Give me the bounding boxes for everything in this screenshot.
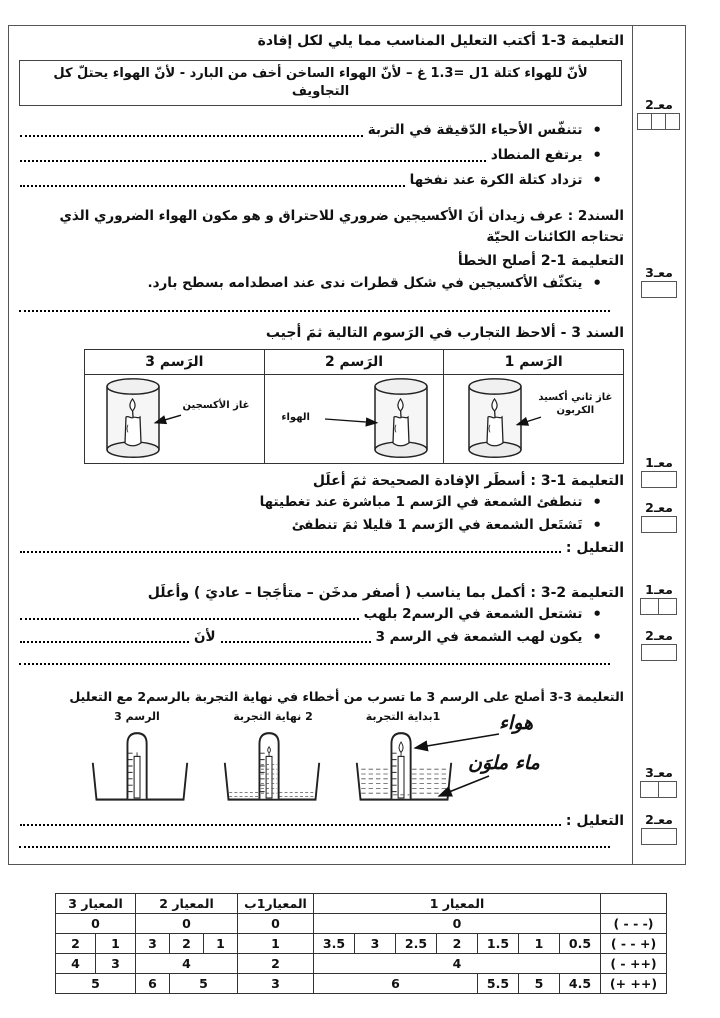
gas-label: الهواء xyxy=(281,412,310,423)
score-cell xyxy=(665,113,680,130)
justification-list xyxy=(15,118,624,193)
score-col-header: المعيار 2 xyxy=(136,894,238,914)
score-row-label xyxy=(601,894,667,914)
score-margin-column xyxy=(632,26,685,864)
figure-caption: 2 نهاية التجربة xyxy=(233,710,313,723)
score-value: 1 xyxy=(519,934,560,954)
score-cells-box xyxy=(636,598,682,615)
list-item xyxy=(15,143,624,168)
score-value: 3 xyxy=(238,974,314,994)
experiment-figures xyxy=(15,710,624,810)
margin-mark-label: معـ2 xyxy=(645,628,673,643)
sanad2-text: السند2 : عرف زيدان أنَ الأكسيجين ضروري للاحتراق و هو مكون الهواء الضروري الذي تحتاجه الكائنات الحيّة xyxy=(59,208,624,245)
justification-label: التعليل : xyxy=(565,813,624,829)
candle-jar-figure xyxy=(85,375,263,463)
answer-dotted-line xyxy=(19,300,610,312)
gas-label: غاز ثاني أكسيد الكربون xyxy=(538,392,613,416)
margin-mark xyxy=(636,266,682,298)
fill-in-item xyxy=(15,603,624,626)
score-value: 1 xyxy=(96,934,136,954)
score-value: 1 xyxy=(238,934,314,954)
score-cells-box xyxy=(636,781,682,798)
score-value: 2 xyxy=(170,934,204,954)
score-value: 0 xyxy=(238,914,314,934)
margin-mark xyxy=(636,629,682,661)
colored-water-handwritten-label: ماء ملوَن xyxy=(468,752,540,774)
score-value: 4 xyxy=(56,954,96,974)
margin-mark xyxy=(636,766,682,798)
score-row-label: ( - - +) xyxy=(601,934,667,954)
fill-in-text: • تشتعل الشمعة في الرسم2 بلهب xyxy=(363,606,583,622)
score-cell xyxy=(651,113,666,130)
score-value: 5 xyxy=(170,974,238,994)
error-statement-text: • يتكثّف الأكسيجين في شكل قطرات ندى عند اصطدامه بسطح بارد. xyxy=(147,275,583,291)
fill-in-text: • يكون لهب الشمعة في الرسم 3 xyxy=(375,629,583,645)
margin-mark-label: معـ1 xyxy=(645,455,673,470)
score-value: 6 xyxy=(314,974,478,994)
justification-line xyxy=(15,810,624,832)
score-cells-box xyxy=(636,471,682,488)
experiment-end-figure xyxy=(213,726,331,806)
score-value: 3 xyxy=(136,934,170,954)
corrected-drawing-figure xyxy=(81,726,199,806)
list-item-text: • تزداد كتلة الكرة عند نفخها xyxy=(409,172,583,188)
candle-experiments-table xyxy=(84,349,624,464)
answer-dotted-line xyxy=(20,824,561,826)
score-row-label: ( - - -) xyxy=(601,914,667,934)
score-cell xyxy=(658,598,677,615)
score-value: 0 xyxy=(136,914,238,934)
worksheet-frame xyxy=(8,25,686,865)
answer-dotted-line xyxy=(20,135,363,137)
figure-1-cell xyxy=(444,375,623,463)
score-value: 4.5 xyxy=(560,974,601,994)
score-value: 0 xyxy=(314,914,601,934)
figure-header: الرَسم 1 xyxy=(444,350,624,375)
because-label: لأنَ xyxy=(193,629,216,645)
margin-mark xyxy=(636,456,682,488)
score-cell xyxy=(641,828,677,845)
fill-in-item xyxy=(15,626,624,649)
score-value: 0.5 xyxy=(560,934,601,954)
experiment-start-figure xyxy=(345,726,463,806)
score-cell xyxy=(641,471,677,488)
margin-mark-label: معـ1 xyxy=(645,582,673,597)
score-value: 1 xyxy=(204,934,238,954)
score-value: 5 xyxy=(56,974,136,994)
score-value: 5.5 xyxy=(478,974,519,994)
score-cell xyxy=(641,644,677,661)
list-item-text: • يرتفع المنطاد xyxy=(490,147,583,163)
margin-mark xyxy=(636,583,682,615)
statement-text: • تنطفئ الشمعة في الرَسم 1 مباشرة عند تغطيتها xyxy=(259,494,583,510)
score-value: 1.5 xyxy=(478,934,519,954)
score-col-header: المعيار1ب xyxy=(238,894,314,914)
score-cells-box xyxy=(636,516,682,533)
margin-mark-label: معـ2 xyxy=(645,812,673,827)
figure-header: الرَسم 3 xyxy=(85,350,265,375)
margin-mark-label: معـ2 xyxy=(645,500,673,515)
score-value: 0 xyxy=(56,914,136,934)
list-item-text: • تتنفّس الأحياء الدّقيقة في التربة xyxy=(367,122,583,138)
answer-dotted-line xyxy=(20,185,405,187)
score-value: 2 xyxy=(238,954,314,974)
instruction-1-3-title: التعليمة 3-1 أكتب التعليل المناسب مما يلي لكل إفادة xyxy=(257,33,624,49)
margin-mark xyxy=(636,98,682,130)
score-cells-box xyxy=(636,828,682,845)
score-cell xyxy=(637,113,652,130)
figure-caption: 1بداية التجربة xyxy=(365,710,441,723)
candle-jar-figure xyxy=(444,375,622,463)
instruction-3-2-title: التعليمة 2-3 : أكمل بما يناسب ( أصفر مدخَن – متأجَجا – عاديَ ) وأعلَل xyxy=(147,585,624,601)
air-handwritten-label: هواء xyxy=(499,712,534,734)
margin-mark xyxy=(636,813,682,845)
figure-3-cell xyxy=(85,375,264,463)
answer-dotted-line xyxy=(20,160,486,162)
margin-mark-label: معـ2 xyxy=(645,97,673,112)
answer-dotted-line xyxy=(20,641,189,643)
statement-option xyxy=(15,491,624,514)
error-statement xyxy=(15,271,624,296)
instruction-3-3-title: التعليمة 3-3 أصلح على الرسم 3 ما تسرب من أخطاء في نهاية التجربة بالرسم2 مع التعليل xyxy=(69,689,624,704)
answer-dotted-line xyxy=(221,641,371,643)
figure-header: الرَسم 2 xyxy=(264,350,444,375)
score-value: 4 xyxy=(314,954,601,974)
margin-mark-label: معـ3 xyxy=(645,765,673,780)
score-value: 2 xyxy=(437,934,478,954)
figure-caption: الرسم 3 xyxy=(114,710,160,723)
score-row-label: ( - ++) xyxy=(601,954,667,974)
score-cell xyxy=(640,781,659,798)
worksheet-content xyxy=(9,26,632,864)
list-item xyxy=(15,168,624,193)
score-col-header: المعيار 3 xyxy=(56,894,136,914)
statement-text: • تَشتَعل الشمعة في الرَسم 1 قليلا ثمَ تنطفئ xyxy=(291,517,583,533)
score-cells-box xyxy=(636,281,682,298)
score-cell xyxy=(640,598,659,615)
answer-dotted-line xyxy=(19,836,610,848)
gas-label: غاز الأكسجين xyxy=(182,400,250,411)
list-item xyxy=(15,118,624,143)
score-value: 3 xyxy=(355,934,396,954)
instruction-3-1-title: التعليمة 1-3 : أسطَر الإفادة الصحيحة ثمَ أعلَل xyxy=(312,473,624,489)
margin-mark-label: معـ3 xyxy=(645,265,673,280)
score-value: 6 xyxy=(136,974,170,994)
score-cells-box xyxy=(636,113,682,130)
score-col-header: المعيار 1 xyxy=(314,894,601,914)
score-value: 4 xyxy=(136,954,238,974)
arrow-icon xyxy=(325,419,377,423)
justification-line xyxy=(15,537,624,559)
margin-mark xyxy=(636,501,682,533)
score-cells-box xyxy=(636,644,682,661)
answer-dotted-line xyxy=(20,618,359,620)
score-cell xyxy=(658,781,677,798)
instruction-2-1-title: التعليمة 1-2 أصلح الخطأ xyxy=(457,253,624,269)
figure-2-cell xyxy=(265,375,444,463)
word-bank-box xyxy=(19,60,622,106)
score-value: 3.5 xyxy=(314,934,355,954)
score-value: 5 xyxy=(519,974,560,994)
score-row-label: (+ ++) xyxy=(601,974,667,994)
score-value: 2.5 xyxy=(396,934,437,954)
score-value: 2 xyxy=(56,934,96,954)
score-cell xyxy=(641,281,677,298)
sanad3-title: السند 3 - ألاحظ التجارب في الرَسوم التالية ثمَ أجيب xyxy=(265,325,624,341)
score-cell xyxy=(641,516,677,533)
score-value: 3 xyxy=(96,954,136,974)
statement-option xyxy=(15,514,624,537)
answer-dotted-line xyxy=(19,653,610,665)
word-bank-text: لأنّ للهواء كتلة 1ل =1.3 غ – لأنّ الهواء الساخن أخف من البارد - لأنّ الهواء يحتلّ كل التجاويف xyxy=(53,66,588,99)
answer-dotted-line xyxy=(20,551,561,553)
justification-label: التعليل : xyxy=(565,540,624,556)
scoring-grid xyxy=(55,893,667,994)
